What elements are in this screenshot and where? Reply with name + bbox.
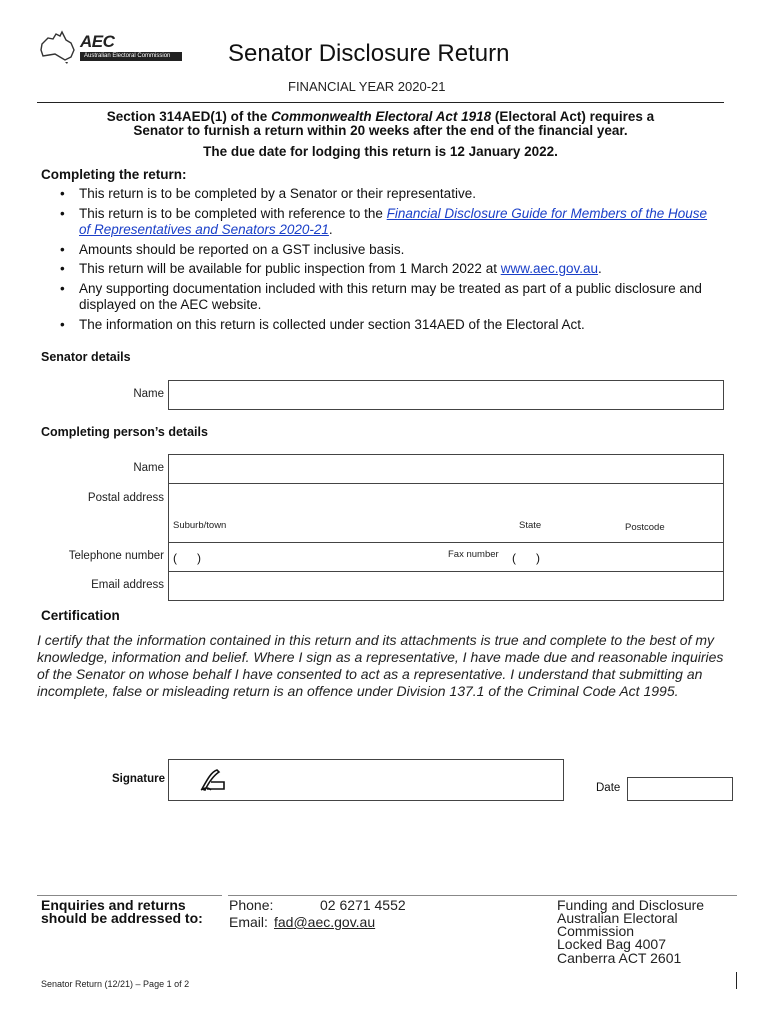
aec-logo (38, 30, 188, 66)
enquiries-line-2: should be addressed to: (41, 910, 203, 926)
email-label: Email address (91, 579, 164, 591)
signature-field[interactable] (168, 759, 564, 801)
signature-pen-icon (199, 768, 229, 792)
certification-text: I certify that the information contained in this return and its attachments is true and complete to the best of my knowledge, information and belief. Where I sign as a representative, I have made due and reasonable inquiries of the Senator on whose behalf I have consented to act as a representative. I understand that submitting an incomplete, false or misleading return is an offence under Division 137.1 of the Criminal Code Act 1995. (37, 632, 724, 699)
intro-line-2: Senator to furnish a return within 20 weeks after the end of the financial year. (133, 123, 628, 138)
instruction-6: • The information on this return is collected under section 314AED of the Electoral Act. (41, 317, 721, 334)
page-note: Senator Return (12/21) – Page 1 of 2 (41, 979, 190, 989)
postal-address-label: Postal address (87, 492, 164, 504)
telephone-fax-row (168, 542, 724, 572)
person-name-label: Name (133, 462, 164, 474)
footer-email-link[interactable]: fad@aec.gov.au (274, 914, 376, 930)
aec-website-link[interactable]: www.aec.gov.au (500, 261, 599, 276)
address-line-1: Funding and Disclosure (557, 897, 705, 913)
senator-name-input[interactable] (168, 380, 724, 410)
senator-details-heading: Senator details (41, 350, 131, 364)
fax-input[interactable]: ( ) (512, 551, 540, 565)
telephone-input[interactable]: ( ) (173, 551, 201, 565)
fax-label: Fax number (448, 549, 499, 560)
page-edge-mark (736, 972, 737, 989)
enquiries-line-1: Enquiries and returns (41, 897, 186, 913)
state-label: State (519, 520, 542, 531)
date-label: Date (596, 782, 621, 794)
header-divider (37, 102, 724, 103)
completing-heading: Completing the return: (41, 167, 187, 182)
address-line-3: Commission (557, 923, 635, 939)
footer-rule-left (37, 895, 222, 896)
signature-label: Signature (111, 773, 165, 785)
logo-text: AEC (80, 32, 115, 51)
address-line-5: Canberra ACT 2601 (557, 950, 682, 966)
instruction-1: • This return is to be completed by a Senator or their representative. (41, 186, 721, 203)
footer-email-label: Email: (229, 914, 268, 930)
instruction-3: • Amounts should be reported on a GST inclusive basis. (41, 242, 721, 259)
instruction-4: • This return will be available for public inspection from 1 March 2022 at www.aec.gov.au. (41, 261, 721, 278)
page-title: Senator Disclosure Return (228, 40, 510, 67)
footer-phone-label: Phone: (229, 897, 274, 913)
postcode-label: Postcode (625, 522, 665, 533)
guide-link[interactable]: Financial Disclosure Guide for Members of the House of Representatives and Senators 2020-21 (79, 205, 708, 237)
financial-year: FINANCIAL YEAR 2020-21 (288, 79, 446, 94)
date-input[interactable] (627, 777, 733, 801)
certification-heading: Certification (41, 608, 120, 623)
completing-person-heading: Completing person’s details (41, 425, 208, 439)
suburb-label: Suburb/town (173, 520, 227, 531)
telephone-label: Telephone number (68, 550, 164, 562)
postal-address-field[interactable] (168, 483, 724, 543)
instructions-list (41, 186, 721, 336)
due-date: The due date for lodging this return is 12 January 2022. (203, 144, 558, 159)
footer-rule-right (228, 895, 737, 896)
address-line-2: Australian Electoral (557, 910, 678, 926)
footer-phone-value: 02 6271 4552 (320, 897, 406, 913)
australia-map-icon (38, 30, 78, 64)
instruction-2: • This return is to be completed with reference to the Financial Disclosure Guide for Members of the House of Representatives and Senators 2020-21. (41, 206, 721, 239)
person-name-input[interactable] (168, 454, 724, 484)
intro-line-1: Section 314AED(1) of the Commonwealth Electoral Act 1918 (Electoral Act) requires a (106, 109, 655, 124)
senator-name-label: Name (133, 388, 164, 400)
instruction-5: • Any supporting documentation included with this return may be treated as part of a public disclosure and displayed on the AEC website. (41, 281, 721, 314)
logo-subtext: Australian Electoral Commission (80, 52, 182, 61)
address-line-4: Locked Bag 4007 (557, 936, 666, 952)
email-input[interactable] (168, 571, 724, 601)
